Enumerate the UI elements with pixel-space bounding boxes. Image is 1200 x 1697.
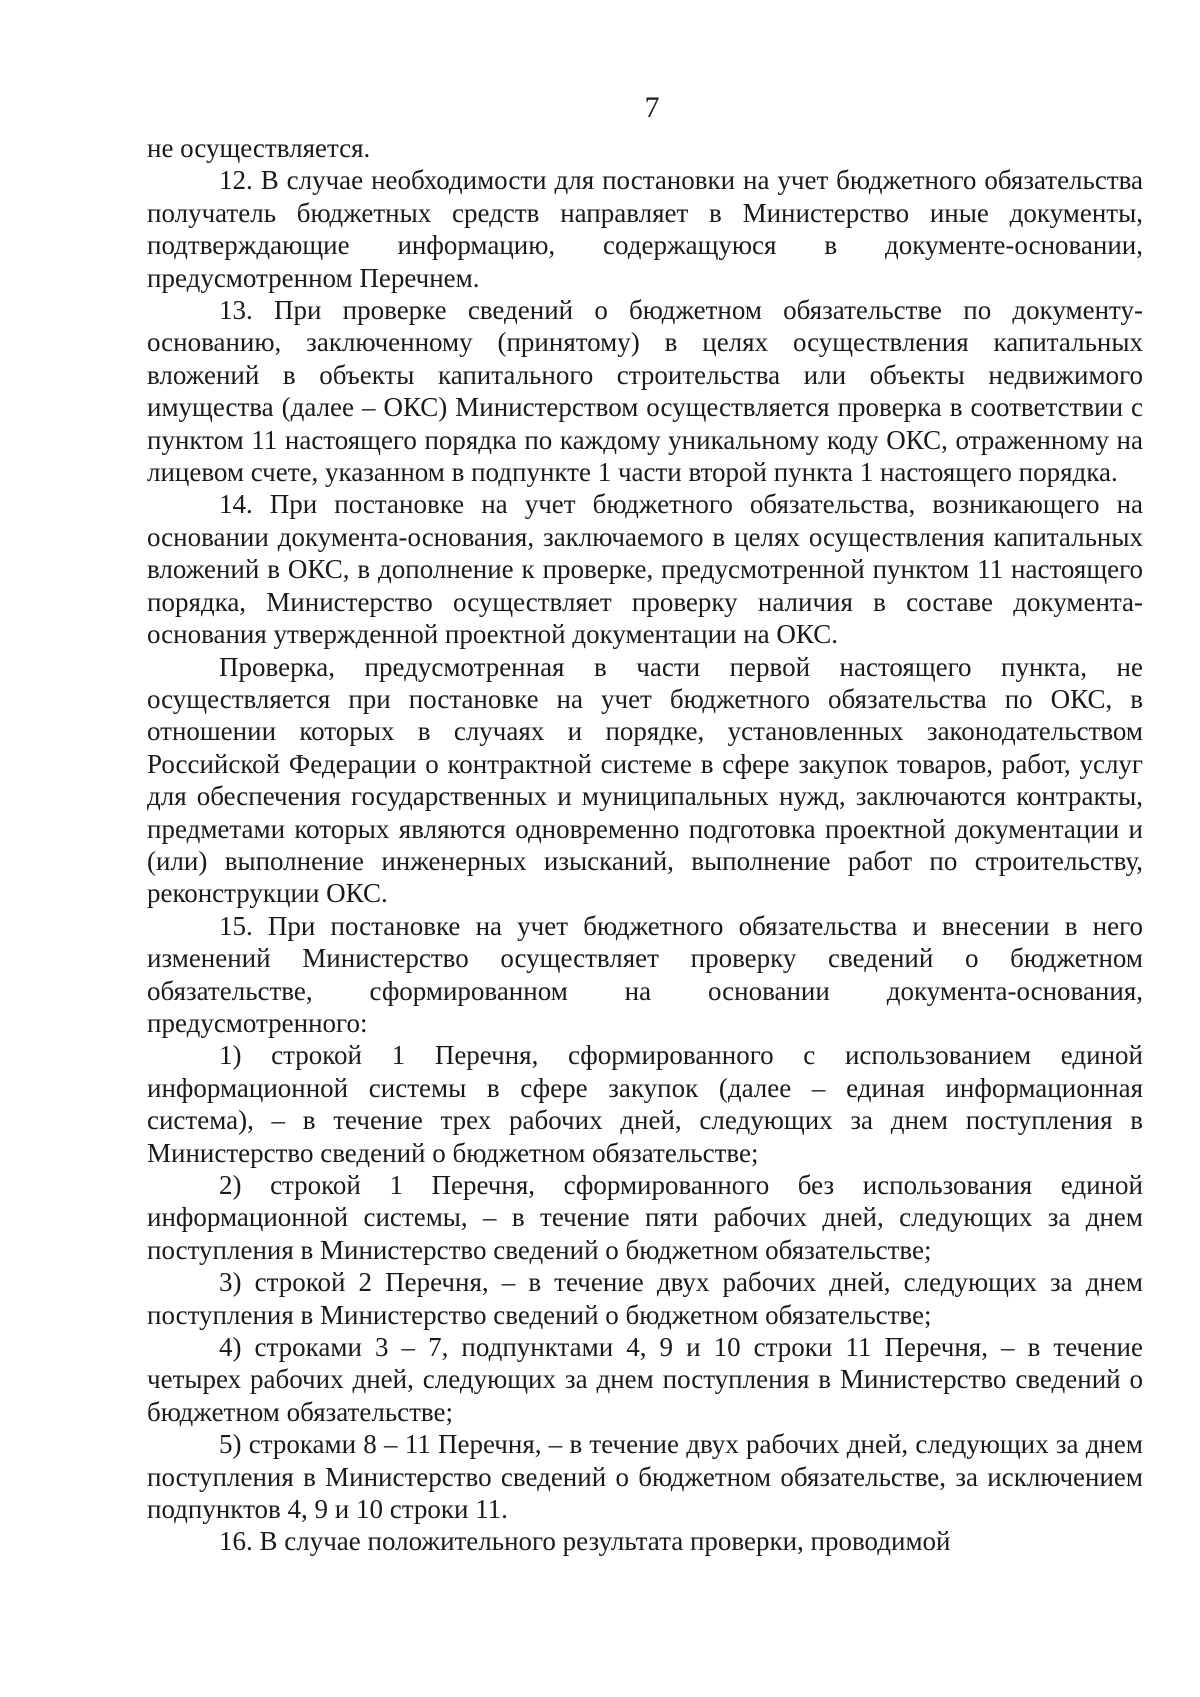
paragraph-item-14: 14. При постановке на учет бюджетного обязательства, возникающего на основании документа-основания, заключаемого в целях осуществления капитальных вложений в ОКС, в дополнение к проверке, предусмотренной пунктом 11 настоящего порядка, Министерство осуществляет проверку наличия в составе документа-основания утвержденной проектной документации на ОКС.: [147, 489, 1143, 650]
paragraph-subitem-4: 4) строками 3 – 7, подпунктами 4, 9 и 10 строки 11 Перечня, – в течение четырех рабочих дней, следующих за днем поступления в Министерство сведений о бюджетном обязательстве;: [147, 1332, 1143, 1427]
paragraph-subitem-5: 5) строками 8 – 11 Перечня, – в течение двух рабочих дней, следующих за днем поступления в Министерство сведений о бюджетном обязательстве, за исключением подпунктов 4, 9 и 10 строки 11.: [147, 1429, 1143, 1525]
paragraph-item-13: 13. При проверке сведений о бюджетном обязательстве по документу-основанию, заключенному (принятому) в целях осуществления капитальных вложений в объекты капитального строительства или объекты недвижимого имущества (далее – ОКС) Министерством осуществляется проверка в соответствии с пунктом 11 настоящего порядка по каждому уникальному коду ОКС, отраженному на лицевом счете, указанном в подпункте 1 части второй пункта 1 настоящего порядка.: [147, 295, 1143, 488]
paragraph-item-14-part-2: Проверка, предусмотренная в части первой настоящего пункта, не осуществляется при постановке на учет бюджетного обязательства по ОКС, в отношении которых в случаях и порядке, установленных законодательством Российской Федерации о контрактной системе в сфере закупок товаров, работ, услуг для обеспечения государственных и муниципальных нужд, заключаются контракты, предметами которых являются одновременно подготовка проектной документации и (или) выполнение инженерных изысканий, выполнение работ по строительству, реконструкции ОКС.: [147, 651, 1143, 909]
paragraph-subitem-1: 1) строкой 1 Перечня, сформированного с использованием единой информационной системы в сфере закупок (далее – единая информационная система), – в течение трех рабочих дней, следующих за днем поступления в Министерство сведений о бюджетном обязательстве;: [147, 1040, 1143, 1168]
paragraph-item-12: 12. В случае необходимости для постановки на учет бюджетного обязательства получатель бюджетных средств направляет в Министерство иные документы, подтверждающие информацию, содержащуюся в документе-основании, предусмотренном Перечнем.: [147, 165, 1143, 293]
paragraph-item-16: 16. В случае положительного результата проверки, проводимой: [219, 1526, 951, 1557]
paragraph-subitem-2: 2) строкой 1 Перечня, сформированного без использования единой информационной системы, – в течение пяти рабочих дней, следующих за днем поступления в Министерство сведений о бюджетном обязательстве;: [147, 1170, 1143, 1265]
paragraph-item-15: 15. При постановке на учет бюджетного обязательства и внесении в него изменений Министерство осуществляет проверку сведений о бюджетном обязательстве, сформированном на основании документа-основания, предусмотренного:: [147, 910, 1143, 1038]
paragraph-continuation: не осуществляется.: [147, 133, 371, 163]
page-number: 7: [644, 91, 660, 124]
document-body: [147, 132, 1143, 1558]
paragraph-subitem-3: 3) строкой 2 Перечня, – в течение двух рабочих дней, следующих за днем поступления в Министерство сведений о бюджетном обязательстве;: [147, 1267, 1143, 1330]
